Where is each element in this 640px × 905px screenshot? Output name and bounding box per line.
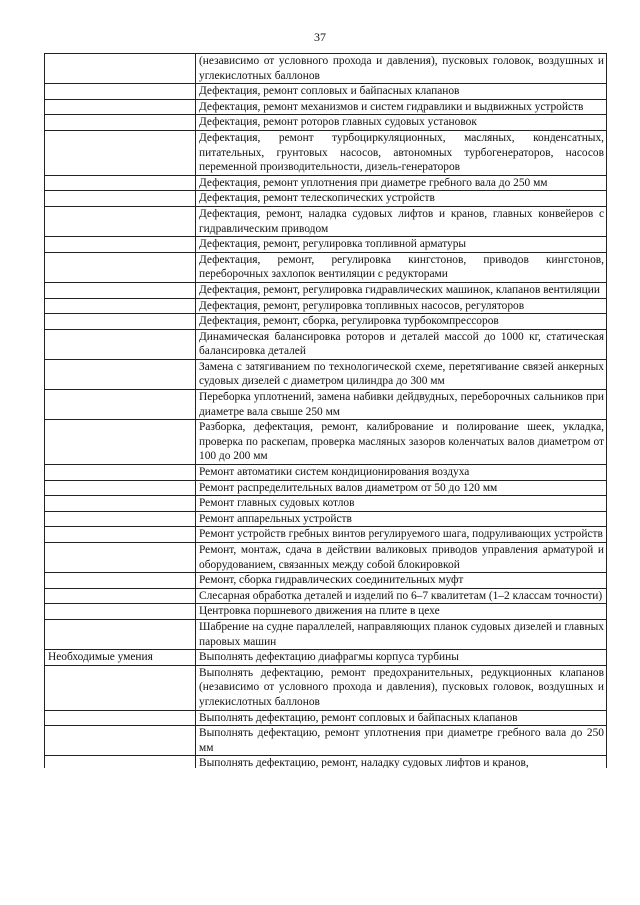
row-description-cell: Дефектация, ремонт телескопических устройств bbox=[196, 191, 607, 207]
row-description-cell: Переборка уплотнений, замена набивки дейдвудных, переборочных сальников при диаметре вала свыше 250 мм bbox=[196, 390, 607, 420]
row-category-cell bbox=[45, 329, 196, 359]
row-category-cell bbox=[45, 619, 196, 649]
row-description-cell: Ремонт устройств гребных винтов регулируемого шага, подруливающих устройств bbox=[196, 527, 607, 543]
row-category-cell bbox=[45, 84, 196, 100]
table-row bbox=[45, 619, 607, 649]
table-row bbox=[45, 84, 607, 100]
row-description-cell: Выполнять дефектацию, ремонт предохранительных, редукционных клапанов (независимо от условного прохода и давления), пусковых головок, воздушных и углекислотных баллонов bbox=[196, 665, 607, 710]
table-row bbox=[45, 298, 607, 314]
row-description-cell: Дефектация, ремонт турбоциркуляционных, масляных, конденсатных, питательных, грунтовых насосов, автономных турбогенераторов, насосов переменной производительности, дизель-генераторов bbox=[196, 130, 607, 175]
row-category-cell bbox=[45, 543, 196, 573]
row-description-cell: Дефектация, ремонт, регулировка кингстонов, приводов кингстонов, переборочных захлопок вентиляции с редукторами bbox=[196, 252, 607, 282]
row-category-cell bbox=[45, 298, 196, 314]
row-description-cell: Ремонт, монтаж, сдача в действии валиковых приводов управления арматурой и оборудованием, связанных между собой блокировкой bbox=[196, 543, 607, 573]
table-row bbox=[45, 573, 607, 589]
row-category-cell bbox=[45, 314, 196, 330]
table-row bbox=[45, 314, 607, 330]
row-description-cell: Дефектация, ремонт механизмов и систем гидравлики и выдвижных устройств bbox=[196, 99, 607, 115]
row-category-cell bbox=[45, 665, 196, 710]
row-description-cell: Выполнять дефектацию диафрагмы корпуса турбины bbox=[196, 650, 607, 666]
row-description-cell: Дефектация, ремонт, наладка судовых лифтов и кранов, главных конвейеров с гидравлическим приводом bbox=[196, 206, 607, 236]
table-row bbox=[45, 115, 607, 131]
table-row bbox=[45, 359, 607, 389]
table-row bbox=[45, 756, 607, 769]
row-description-cell: Дефектация, ремонт уплотнения при диаметре гребного вала до 250 мм bbox=[196, 175, 607, 191]
table-row bbox=[45, 710, 607, 726]
table-row bbox=[45, 527, 607, 543]
row-category-cell bbox=[45, 206, 196, 236]
row-description-cell bbox=[196, 756, 607, 769]
row-category-cell: Необходимые умения bbox=[45, 650, 196, 666]
row-category-cell bbox=[45, 282, 196, 298]
table-row bbox=[45, 588, 607, 604]
row-description-cell: Дефектация, ремонт сопловых и байпасных клапанов bbox=[196, 84, 607, 100]
row-category-cell bbox=[45, 465, 196, 481]
row-description-cell: Слесарная обработка деталей и изделий по 6–7 квалитетам (1–2 классам точности) bbox=[196, 588, 607, 604]
table-row bbox=[45, 465, 607, 481]
row-category-cell bbox=[45, 99, 196, 115]
row-category-cell bbox=[45, 710, 196, 726]
row-category-cell bbox=[45, 573, 196, 589]
table-row bbox=[45, 496, 607, 512]
table-row bbox=[45, 650, 607, 666]
row-description-cell: Ремонт автоматики систем кондиционирования воздуха bbox=[196, 465, 607, 481]
row-description-cell: Замена с затягиванием по технологической схеме, перетягивание связей анкерных судовых дизелей с диаметром цилиндра до 300 мм bbox=[196, 359, 607, 389]
row-category-cell bbox=[45, 588, 196, 604]
table-row bbox=[45, 390, 607, 420]
row-category-cell bbox=[45, 390, 196, 420]
row-description-cell: Выполнять дефектацию, ремонт уплотнения при диаметре гребного вала до 250 мм bbox=[196, 726, 607, 756]
table-row bbox=[45, 175, 607, 191]
row-category-cell bbox=[45, 130, 196, 175]
row-category-cell bbox=[45, 527, 196, 543]
row-category-cell bbox=[45, 726, 196, 756]
row-description-cell: Дефектация, ремонт, сборка, регулировка турбокомпрессоров bbox=[196, 314, 607, 330]
table-row bbox=[45, 329, 607, 359]
row-category-cell bbox=[45, 191, 196, 207]
table-row bbox=[45, 543, 607, 573]
row-description-cell: Динамическая балансировка роторов и деталей массой до 1000 кг, статическая балансировка деталей bbox=[196, 329, 607, 359]
row-description-cell: Ремонт аппарельных устройств bbox=[196, 511, 607, 527]
table-row bbox=[45, 604, 607, 620]
row-category-cell bbox=[45, 252, 196, 282]
row-description-cell: Центровка поршневого движения на плите в цехе bbox=[196, 604, 607, 620]
row-description-cell: Ремонт, сборка гидравлических соединительных муфт bbox=[196, 573, 607, 589]
row-category-cell bbox=[45, 359, 196, 389]
table-body bbox=[45, 54, 607, 769]
row-description-cell: Шабрение на судне параллелей, направляющих планок судовых дизелей и главных паровых машин bbox=[196, 619, 607, 649]
table-row bbox=[45, 252, 607, 282]
row-category-cell bbox=[45, 604, 196, 620]
row-category-cell bbox=[45, 54, 196, 84]
table-row bbox=[45, 54, 607, 84]
row-description-cell: (независимо от условного прохода и давления), пусковых головок, воздушных и углекислотных баллонов bbox=[196, 54, 607, 84]
row-category-cell bbox=[45, 496, 196, 512]
row-description-cell: Дефектация, ремонт, регулировка гидравлических машинок, клапанов вентиляции bbox=[196, 282, 607, 298]
competency-table bbox=[44, 53, 607, 768]
table-row bbox=[45, 726, 607, 756]
table-row bbox=[45, 480, 607, 496]
row-description-cell: Выполнять дефектацию, ремонт сопловых и байпасных клапанов bbox=[196, 710, 607, 726]
table-row bbox=[45, 237, 607, 253]
row-description-cell: Дефектация, ремонт, регулировка топливной арматуры bbox=[196, 237, 607, 253]
row-description-cell: Ремонт распределительных валов диаметром от 50 до 120 мм bbox=[196, 480, 607, 496]
row-category-cell bbox=[45, 511, 196, 527]
row-category-cell bbox=[45, 237, 196, 253]
row-description-text: Выполнять дефектацию, ремонт, наладку судовых лифтов и кранов, bbox=[199, 757, 529, 769]
row-description-cell: Разборка, дефектация, ремонт, калибрование и полирование шеек, укладка, проверка по раскепам, проверка масляных зазоров коленчатых валов диаметром от 100 до 200 мм bbox=[196, 420, 607, 465]
table-row bbox=[45, 665, 607, 710]
row-category-cell bbox=[45, 175, 196, 191]
row-category-cell bbox=[45, 480, 196, 496]
table-row bbox=[45, 420, 607, 465]
table-row bbox=[45, 99, 607, 115]
table-row bbox=[45, 191, 607, 207]
table-row bbox=[45, 282, 607, 298]
table-row bbox=[45, 511, 607, 527]
table-row bbox=[45, 206, 607, 236]
table-row bbox=[45, 130, 607, 175]
row-category-cell bbox=[45, 115, 196, 131]
row-category-cell bbox=[45, 420, 196, 465]
row-description-cell: Дефектация, ремонт, регулировка топливных насосов, регуляторов bbox=[196, 298, 607, 314]
row-description-cell: Дефектация, ремонт роторов главных судовых установок bbox=[196, 115, 607, 131]
page-number: 37 bbox=[314, 30, 326, 44]
row-description-cell: Ремонт главных судовых котлов bbox=[196, 496, 607, 512]
row-category-cell bbox=[45, 756, 196, 769]
